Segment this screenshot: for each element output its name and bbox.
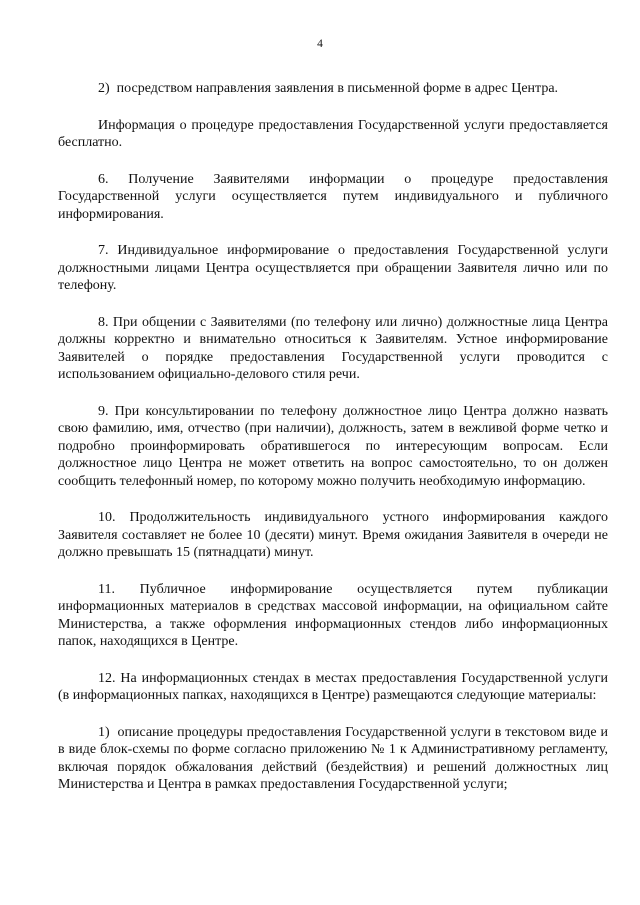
paragraph-12: 12. На информационных стендах в местах предоставления Государственной услуги (в информационных папках, находящихся в Центре) размещаются следующие материалы:: [58, 670, 608, 703]
paragraph-8: 8. При общении с Заявителями (по телефону или лично) должностные лица Центра должны корректно и внимательно относиться к Заявителям. Устное информирование Заявителей о порядке предоставления Государственной услуги проводится с использованием официально-делового стиля речи.: [58, 314, 608, 382]
paragraph-6: 6. Получение Заявителями информации о процедуре предоставления Государственной услуги осуществляется путем индивидуального и публичного информирования.: [58, 171, 608, 222]
paragraph-7: 7. Индивидуальное информирование о предоставления Государственной услуги должностными лицами Центра осуществляется при обращении Заявителя лично или по телефону.: [58, 243, 608, 293]
paragraph-12-item-1: 1) описание процедуры предоставления Государственной услуги в текстовом виде и в виде блок-схемы по форме согласно приложению № 1 к Административному регламенту, включая порядок обжалования действий (бездействия) и решений должностных лиц Министерства и Центра в рамках предоставления Государственной услуги;: [58, 724, 608, 792]
paragraph-item-2-method: 2) посредством направления заявления в письменной форме в адрес Центра.: [98, 81, 559, 96]
page-number: 4: [317, 38, 323, 50]
paragraph-10: 10. Продолжительность индивидуального устного информирования каждого Заявителя составляет не более 10 (десяти) минут. Время ожидания Заявителя в очереди не должно превышать 15 (пятнадцати) минут.: [58, 510, 608, 560]
paragraph-11: 11. Публичное информирование осуществляется путем публикации информационных материалов в средствах массовой информации, на официальном сайте Министерства, а также оформления информационных стендов либо информационных папок, находящихся в Центре.: [58, 581, 608, 649]
paragraph-9: 9. При консультировании по телефону должностное лицо Центра должно назвать свою фамилию, имя, отчество (при наличии), должность, затем в вежливой форме четко и подробно проинформировать обратившегося по интересующим вопросам. Если должностное лицо Центра не может ответить на вопрос самостоятельно, то он должен сообщить телефонный номер, по которому можно получить необходимую информацию.: [58, 403, 608, 489]
document-body: [58, 80, 608, 813]
paragraph-info-free: Информация о процедуре предоставления Государственной услуги предоставляется бесплатно.: [58, 117, 608, 150]
